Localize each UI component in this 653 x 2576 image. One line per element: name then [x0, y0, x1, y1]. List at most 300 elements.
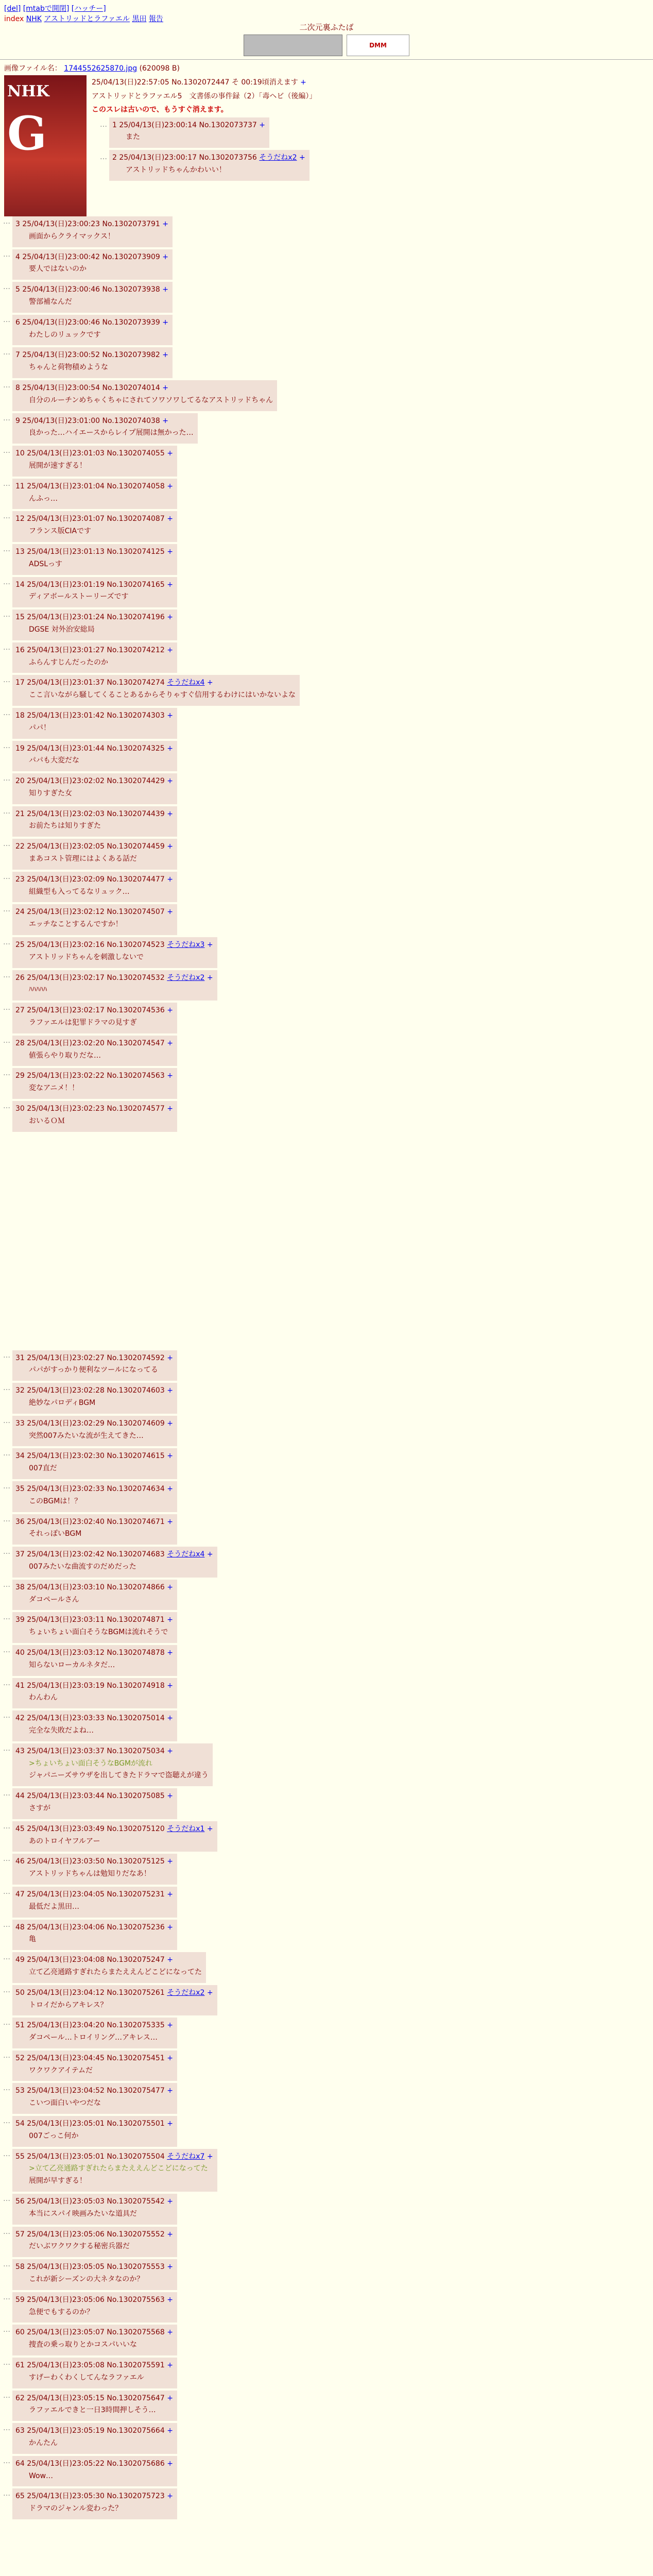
reply-plus-button[interactable]: +	[162, 252, 169, 261]
reply-number: 40	[15, 1648, 25, 1657]
reply-date: 25/04/13(日)23:05:22	[27, 2459, 105, 2468]
reply-post	[0, 1710, 653, 1743]
reply-message: 要人ではないのか	[29, 265, 87, 274]
reply-date: 25/04/13(日)23:01:07	[27, 515, 105, 523]
reply-number: 52	[15, 2054, 25, 2062]
reply-plus-button[interactable]: +	[162, 285, 169, 294]
reply-plus-button[interactable]: +	[167, 1616, 173, 1624]
reply-marker: …	[3, 708, 10, 717]
reply-marker: …	[3, 512, 10, 521]
reply-marker: …	[3, 1548, 10, 1556]
reply-box	[12, 479, 177, 510]
nav-link[interactable]: NHK	[26, 15, 42, 23]
reply-plus-button[interactable]: +	[167, 2295, 173, 2304]
reply-post	[0, 970, 653, 1003]
reply-message: ふらんすじんだったのか	[29, 658, 108, 667]
reply-box	[12, 1580, 177, 1611]
reply-plus-button[interactable]: +	[167, 2054, 173, 2062]
reply-date: 25/04/13(日)23:03:44	[27, 1792, 105, 1801]
reply-plus-button[interactable]: +	[167, 1583, 173, 1591]
reply-no: No.1302075261	[107, 1988, 165, 1997]
reply-plus-button[interactable]: +	[162, 220, 169, 228]
reply-date: 25/04/13(日)23:04:45	[27, 2054, 105, 2062]
reply-number: 38	[15, 1583, 25, 1591]
reply-number: 36	[15, 1517, 25, 1526]
reply-meta	[15, 415, 194, 428]
reply-number: 16	[15, 646, 25, 654]
reply-post	[0, 937, 653, 970]
reply-meta	[15, 1549, 213, 1561]
reply-plus-button[interactable]: +	[162, 351, 169, 360]
reply-plus-button[interactable]: +	[167, 482, 173, 490]
reply-marker: …	[3, 938, 10, 947]
reply-meta	[15, 2020, 173, 2032]
reply-plus-button[interactable]: +	[167, 711, 173, 720]
reply-post	[0, 1645, 653, 1678]
reply-meta	[15, 2118, 173, 2130]
reply-plus-button[interactable]: +	[162, 416, 169, 425]
reply-message: これが新シーズンの大ネタなのか？	[29, 2275, 144, 2284]
reply-marker: …	[3, 840, 10, 849]
reply-marker: …	[3, 2149, 10, 2158]
reply-box	[12, 2149, 217, 2192]
sodane-button[interactable]: そうだねx7	[167, 2152, 205, 2161]
reply-no: No.1302075125	[107, 1857, 165, 1866]
reply-meta	[15, 1418, 173, 1430]
reply-message: また	[126, 133, 140, 142]
sodane-button[interactable]: そうだねx4	[167, 1550, 205, 1559]
reply-meta	[15, 808, 173, 821]
reply-plus-button[interactable]: +	[207, 679, 213, 687]
reply-post	[0, 2149, 653, 2194]
reply-message: 知りすぎた女	[29, 789, 72, 798]
reply-date: 25/04/13(日)23:02:30	[27, 1452, 105, 1461]
reply-no: No.1302074087	[107, 515, 165, 523]
sodane-button[interactable]: そうだねx2	[167, 1988, 205, 1997]
reply-no: No.1302075451	[107, 2054, 165, 2062]
reply-quote: >立て乙亮通路すぎれたらまたええんどこどになってた	[29, 2164, 208, 2173]
reply-no: No.1302073791	[102, 220, 160, 228]
reply-no: No.1302075552	[107, 2230, 165, 2239]
reply-no: No.1302075647	[107, 2394, 165, 2402]
reply-no: No.1302075501	[107, 2120, 165, 2128]
reply-box	[12, 872, 177, 903]
nav-link[interactable]: 報告	[148, 15, 163, 23]
ad-banner[interactable]: DMM	[347, 35, 409, 56]
catalog-link[interactable]: [ハッチー]	[71, 5, 106, 13]
reply-marker: …	[3, 774, 10, 783]
reply-no: No.1302074603	[107, 1386, 165, 1395]
reply-date: 25/04/13(日)23:03:37	[27, 1747, 105, 1755]
reply-marker: …	[3, 1069, 10, 1078]
reply-plus-button[interactable]: +	[167, 1792, 173, 1801]
reply-message: おいるＯＭ	[29, 1116, 65, 1125]
reply-post	[0, 1448, 653, 1481]
reply-post	[0, 1743, 653, 1788]
reply-message: ダコペール…トロイリング…アキレス…	[29, 2033, 158, 2042]
reply-message: ジャパニーズサウザを出してきたドラマで盗聴えが違う	[29, 1771, 209, 1780]
reply-post	[0, 1416, 653, 1449]
reply-post	[0, 544, 653, 577]
reply-marker: …	[3, 2456, 10, 2465]
reply-message: パパも大変だな	[29, 756, 79, 765]
reply-post	[0, 741, 653, 774]
reply-meta	[15, 349, 168, 362]
reply-date: 25/04/13(日)23:00:54	[22, 383, 100, 392]
reply-number: 54	[15, 2120, 25, 2128]
reply-date: 25/04/13(日)23:03:12	[27, 1648, 105, 1657]
reply-message: エッチなことするんですか！	[29, 920, 123, 929]
reply-number: 64	[15, 2459, 25, 2468]
reply-message: 完全な失敗だよね…	[29, 1726, 94, 1735]
reply-plus-button[interactable]: +	[167, 2492, 173, 2501]
reply-post	[0, 904, 653, 937]
reply-marker: …	[3, 1711, 10, 1720]
reply-no: No.1302074507	[107, 908, 165, 917]
reply-date: 25/04/13(日)23:05:19	[27, 2427, 105, 2435]
reply-box	[12, 642, 177, 673]
reply-date: 25/04/13(日)23:01:00	[22, 416, 100, 425]
reply-meta	[15, 1483, 173, 1496]
reply-plus-button[interactable]: +	[167, 2459, 173, 2468]
reply-no: No.1302075504	[107, 2152, 165, 2161]
reply-plus-button[interactable]: +	[167, 613, 173, 622]
reply-box	[109, 117, 269, 148]
reply-number: 45	[15, 1824, 25, 1833]
reply-message: パパがすっかり便利なツールになってる	[29, 1366, 158, 1375]
reply-box	[12, 1788, 177, 1819]
reply-box	[12, 741, 177, 772]
reply-no: No.1302074196	[107, 613, 165, 622]
reply-meta	[15, 1103, 173, 1115]
reply-date: 25/04/13(日)23:05:08	[27, 2361, 105, 2370]
reply-post	[0, 315, 653, 348]
reply-box	[12, 2194, 177, 2225]
reply-message: お前たちは知りすぎた	[29, 822, 101, 831]
reply-marker: …	[3, 1004, 10, 1012]
reply-box	[12, 2083, 177, 2114]
reply-plus-button[interactable]: +	[167, 908, 173, 917]
reply-post	[0, 1821, 653, 1854]
sodane-button[interactable]: そうだねx4	[167, 679, 205, 687]
reply-post	[0, 2050, 653, 2083]
reply-message: フランス版CIAです	[29, 527, 92, 536]
reply-plus-button[interactable]: +	[167, 2328, 173, 2337]
reply-plus-button[interactable]: +	[167, 1923, 173, 1931]
reply-box	[109, 150, 310, 181]
reply-marker: …	[3, 1986, 10, 1994]
nav-link[interactable]: 黒田	[132, 15, 147, 23]
reply-number: 58	[15, 2263, 25, 2272]
reply-box	[12, 315, 173, 346]
reply-number: 46	[15, 1857, 25, 1866]
reply-box	[12, 1854, 177, 1885]
reply-plus-button[interactable]: +	[167, 2087, 173, 2095]
op-thumbnail[interactable]	[4, 75, 87, 216]
reply-box	[12, 1416, 177, 1447]
reply-post	[0, 1985, 653, 2018]
reply-date: 25/04/13(日)23:02:28	[27, 1386, 105, 1395]
reply-marker: …	[3, 971, 10, 979]
op-file-link[interactable]: 1744552625870.jpg	[64, 64, 138, 73]
reply-number: 56	[15, 2197, 25, 2206]
reply-plus-button[interactable]: +	[167, 515, 173, 523]
reply-no: No.1302074212	[107, 646, 165, 654]
reply-marker: …	[3, 2051, 10, 2060]
reply-date: 25/04/13(日)23:02:29	[27, 1419, 105, 1428]
op-post	[0, 73, 653, 185]
reply-number: 37	[15, 1550, 25, 1559]
reply-box	[12, 282, 173, 313]
reply-plus-button[interactable]: +	[167, 1681, 173, 1690]
reply-plus-button[interactable]: +	[167, 1353, 173, 1362]
reply-marker: …	[3, 872, 10, 881]
reply-post	[0, 1547, 653, 1580]
reply-post	[0, 2083, 653, 2116]
reply-marker: …	[3, 2084, 10, 2093]
reply-message: ラファエルできと一日3時間押しそう…	[29, 2406, 156, 2415]
reply-plus-button[interactable]: +	[167, 1648, 173, 1657]
reply-marker: …	[3, 1351, 10, 1360]
reply-plus-button[interactable]: +	[167, 744, 173, 753]
reply-plus-button[interactable]: +	[167, 1956, 173, 1964]
reply-meta	[15, 1987, 213, 1999]
banner-image[interactable]	[244, 35, 342, 56]
reply-meta	[15, 579, 173, 591]
reply-plus-button[interactable]: +	[167, 2394, 173, 2402]
reply-box	[12, 544, 177, 575]
reply-post	[0, 2488, 653, 2521]
top-nav	[0, 0, 653, 24]
reply-number: 32	[15, 1386, 25, 1395]
reply-message: さすが	[29, 1804, 50, 1812]
reply-plus-button[interactable]: +	[167, 1386, 173, 1395]
reply-post	[0, 511, 653, 544]
reply-plus-button[interactable]: +	[167, 1039, 173, 1047]
reply-no: No.1302075247	[107, 1956, 165, 1964]
reply-plus-button[interactable]: +	[167, 2230, 173, 2239]
reply-number: 18	[15, 711, 25, 720]
reply-date: 25/04/13(日)23:02:40	[27, 1517, 105, 1526]
reply-meta	[15, 1614, 173, 1626]
reply-marker: …	[3, 447, 10, 455]
reply-plus-button[interactable]: +	[207, 1824, 213, 1833]
reply-post	[92, 150, 649, 183]
reply-message: ダコペールさん	[29, 1595, 79, 1604]
reply-number: 28	[15, 1039, 25, 1047]
reply-meta	[15, 1745, 209, 1758]
reply-meta	[15, 481, 173, 493]
reply-date: 25/04/13(日)23:05:06	[27, 2295, 105, 2304]
reply-meta	[15, 775, 173, 788]
reply-no: No.1302075568	[107, 2328, 165, 2337]
reply-box	[12, 1952, 206, 1983]
reply-no: No.1302075236	[107, 1923, 165, 1931]
reply-meta	[15, 841, 173, 853]
nav-link[interactable]: アストリッドとラファエル	[44, 15, 130, 23]
reply-no: No.1302074563	[107, 1072, 165, 1080]
reply-message: 良かった…ハイエースからレイプ展開は無かった…	[29, 429, 194, 437]
sodane-button[interactable]: そうだねx2	[167, 973, 205, 982]
reply-number: 7	[15, 351, 20, 360]
sodane-button[interactable]: そうだねx1	[167, 1824, 205, 1833]
reply-plus-button[interactable]: +	[207, 1988, 213, 1997]
reply-no: No.1302074477	[107, 875, 165, 884]
reply-marker: …	[3, 315, 10, 324]
reply-message: 最低だよ黒田…	[29, 1902, 79, 1911]
reply-box	[12, 1710, 177, 1741]
reply-plus-button[interactable]: +	[167, 1452, 173, 1461]
reply-no: No.1302074038	[102, 416, 160, 425]
reply-date: 25/04/13(日)23:01:27	[27, 646, 105, 654]
reply-plus-button[interactable]: +	[167, 875, 173, 884]
reply-plus-button[interactable]: +	[167, 1714, 173, 1723]
reply-marker: …	[3, 1646, 10, 1654]
reply-meta	[15, 2393, 173, 2405]
reply-date: 25/04/13(日)23:04:06	[27, 1923, 105, 1931]
reply-number: 31	[15, 1353, 25, 1362]
reply-date: 25/04/13(日)23:01:24	[27, 613, 105, 622]
reply-plus-button[interactable]: +	[167, 580, 173, 589]
reply-date: 25/04/13(日)23:05:01	[27, 2120, 105, 2128]
reply-list	[0, 216, 653, 1134]
reply-date: 25/04/13(日)23:02:03	[27, 809, 105, 818]
reply-no: No.1302074165	[107, 580, 165, 589]
reply-box	[12, 2227, 177, 2258]
op-plus-button[interactable]: +	[300, 78, 306, 87]
reply-plus-button[interactable]: +	[299, 154, 305, 162]
reply-post	[0, 380, 653, 413]
reply-plus-button[interactable]: +	[167, 2120, 173, 2128]
reply-post	[0, 773, 653, 806]
reply-plus-button[interactable]: +	[162, 383, 169, 392]
reply-meta	[15, 546, 173, 558]
reply-marker: …	[3, 1855, 10, 1863]
reply-post	[0, 1101, 653, 1134]
reply-plus-button[interactable]: +	[167, 1072, 173, 1080]
reply-meta	[15, 448, 173, 460]
reply-date: 25/04/13(日)23:00:23	[22, 220, 100, 228]
reply-number: 42	[15, 1714, 25, 1723]
reply-meta	[15, 743, 173, 755]
reply-plus-button[interactable]: +	[207, 2152, 213, 2161]
reply-no: No.1302074055	[107, 449, 165, 458]
reply-message: 本当にスパイ映画みたいな道具だ	[29, 2209, 137, 2218]
reply-plus-button[interactable]: +	[167, 777, 173, 786]
reply-number: 11	[15, 482, 25, 490]
reply-date: 25/04/13(日)23:02:12	[27, 908, 105, 917]
reply-plus-button[interactable]: +	[167, 809, 173, 818]
reply-plus-button[interactable]: +	[167, 1517, 173, 1526]
reply-marker: …	[3, 1102, 10, 1111]
reply-marker: …	[3, 905, 10, 914]
reply-plus-button[interactable]: +	[167, 1006, 173, 1015]
reply-plus-button[interactable]: +	[167, 2197, 173, 2206]
reply-post	[0, 249, 653, 282]
reply-meta	[15, 251, 168, 264]
reply-plus-button[interactable]: +	[167, 449, 173, 458]
op-date: 25/04/13(日)22:57:05	[92, 78, 169, 87]
reply-message: 画面からクライマックス！	[29, 232, 115, 241]
reply-no: No.1302075553	[107, 2263, 165, 2272]
reply-plus-button[interactable]: +	[162, 318, 169, 327]
reply-marker: …	[3, 2293, 10, 2301]
reply-marker: …	[3, 2260, 10, 2269]
reply-no: No.1302075563	[107, 2295, 165, 2304]
reply-plus-button[interactable]: +	[167, 2427, 173, 2435]
reply-message: 展開が速すぎる！	[29, 461, 87, 470]
reply-post	[0, 2227, 653, 2260]
sodane-button[interactable]: そうだねx2	[259, 154, 297, 162]
reply-meta	[15, 2261, 173, 2274]
reply-post	[0, 1514, 653, 1547]
reply-marker: …	[3, 1822, 10, 1831]
reply-plus-button[interactable]: +	[207, 941, 213, 950]
del-link[interactable]: [del]	[4, 5, 21, 13]
reply-plus-button[interactable]: +	[207, 973, 213, 982]
op-replies	[92, 117, 649, 183]
mtab-toggle-link[interactable]: [mtabで開閉]	[23, 5, 70, 13]
reply-date: 25/04/13(日)23:03:10	[27, 1583, 105, 1591]
site-title: 二次元裏ふたば	[299, 23, 354, 32]
reply-date: 25/04/13(日)23:02:23	[27, 1105, 105, 1113]
op-expire-warning: このスレは古いので、もうすぐ消えます。	[92, 106, 228, 114]
reply-marker: …	[3, 1887, 10, 1896]
reply-date: 25/04/13(日)23:03:11	[27, 1616, 105, 1624]
reply-number: 3	[15, 220, 20, 228]
reply-no: No.1302074014	[102, 383, 160, 392]
reply-marker: …	[3, 1679, 10, 1687]
reply-plus-button[interactable]: +	[167, 1485, 173, 1493]
reply-plus-button[interactable]: +	[167, 2263, 173, 2272]
reply-plus-button[interactable]: +	[207, 1550, 213, 1559]
reply-plus-button[interactable]: +	[167, 1890, 173, 1899]
reply-plus-button[interactable]: +	[167, 1747, 173, 1755]
reply-date: 25/04/13(日)23:04:20	[27, 2021, 105, 2030]
reply-box	[12, 609, 177, 640]
reply-plus-button[interactable]: +	[167, 2021, 173, 2030]
reply-date: 25/04/13(日)23:02:17	[27, 1006, 105, 1015]
reply-no: No.1302075686	[107, 2459, 165, 2468]
reply-number: 57	[15, 2230, 25, 2239]
reply-no: No.1302075477	[107, 2087, 165, 2095]
reply-plus-button[interactable]: +	[167, 547, 173, 556]
op-meta	[92, 76, 649, 89]
reply-plus-button[interactable]: +	[259, 121, 266, 129]
sodane-button[interactable]: そうだねx3	[167, 941, 205, 950]
reply-number: 5	[15, 285, 20, 294]
reply-date: 25/04/13(日)23:02:33	[27, 1485, 105, 1493]
reply-no: No.1302074592	[107, 1353, 165, 1362]
reply-no: No.1302074058	[107, 482, 165, 490]
reply-plus-button[interactable]: +	[167, 842, 173, 851]
reply-no: No.1302074429	[107, 777, 165, 786]
reply-date: 25/04/13(日)23:02:27	[27, 1353, 105, 1362]
reply-date: 25/04/13(日)23:02:16	[27, 941, 105, 950]
reply-plus-button[interactable]: +	[167, 1105, 173, 1113]
reply-post	[0, 1036, 653, 1069]
reply-plus-button[interactable]: +	[167, 1419, 173, 1428]
reply-plus-button[interactable]: +	[167, 1857, 173, 1866]
op-text: アストリッドとラファエル5 文書係の事件録（2）「毒ヘビ（後編）」	[92, 92, 317, 100]
reply-plus-button[interactable]: +	[167, 2361, 173, 2370]
reply-date: 25/04/13(日)23:01:42	[27, 711, 105, 720]
reply-marker: …	[3, 2326, 10, 2334]
reply-plus-button[interactable]: +	[167, 646, 173, 654]
reply-number: 24	[15, 908, 25, 917]
reply-message: んふっ…	[29, 494, 58, 503]
reply-no: No.1302075014	[107, 1714, 165, 1723]
